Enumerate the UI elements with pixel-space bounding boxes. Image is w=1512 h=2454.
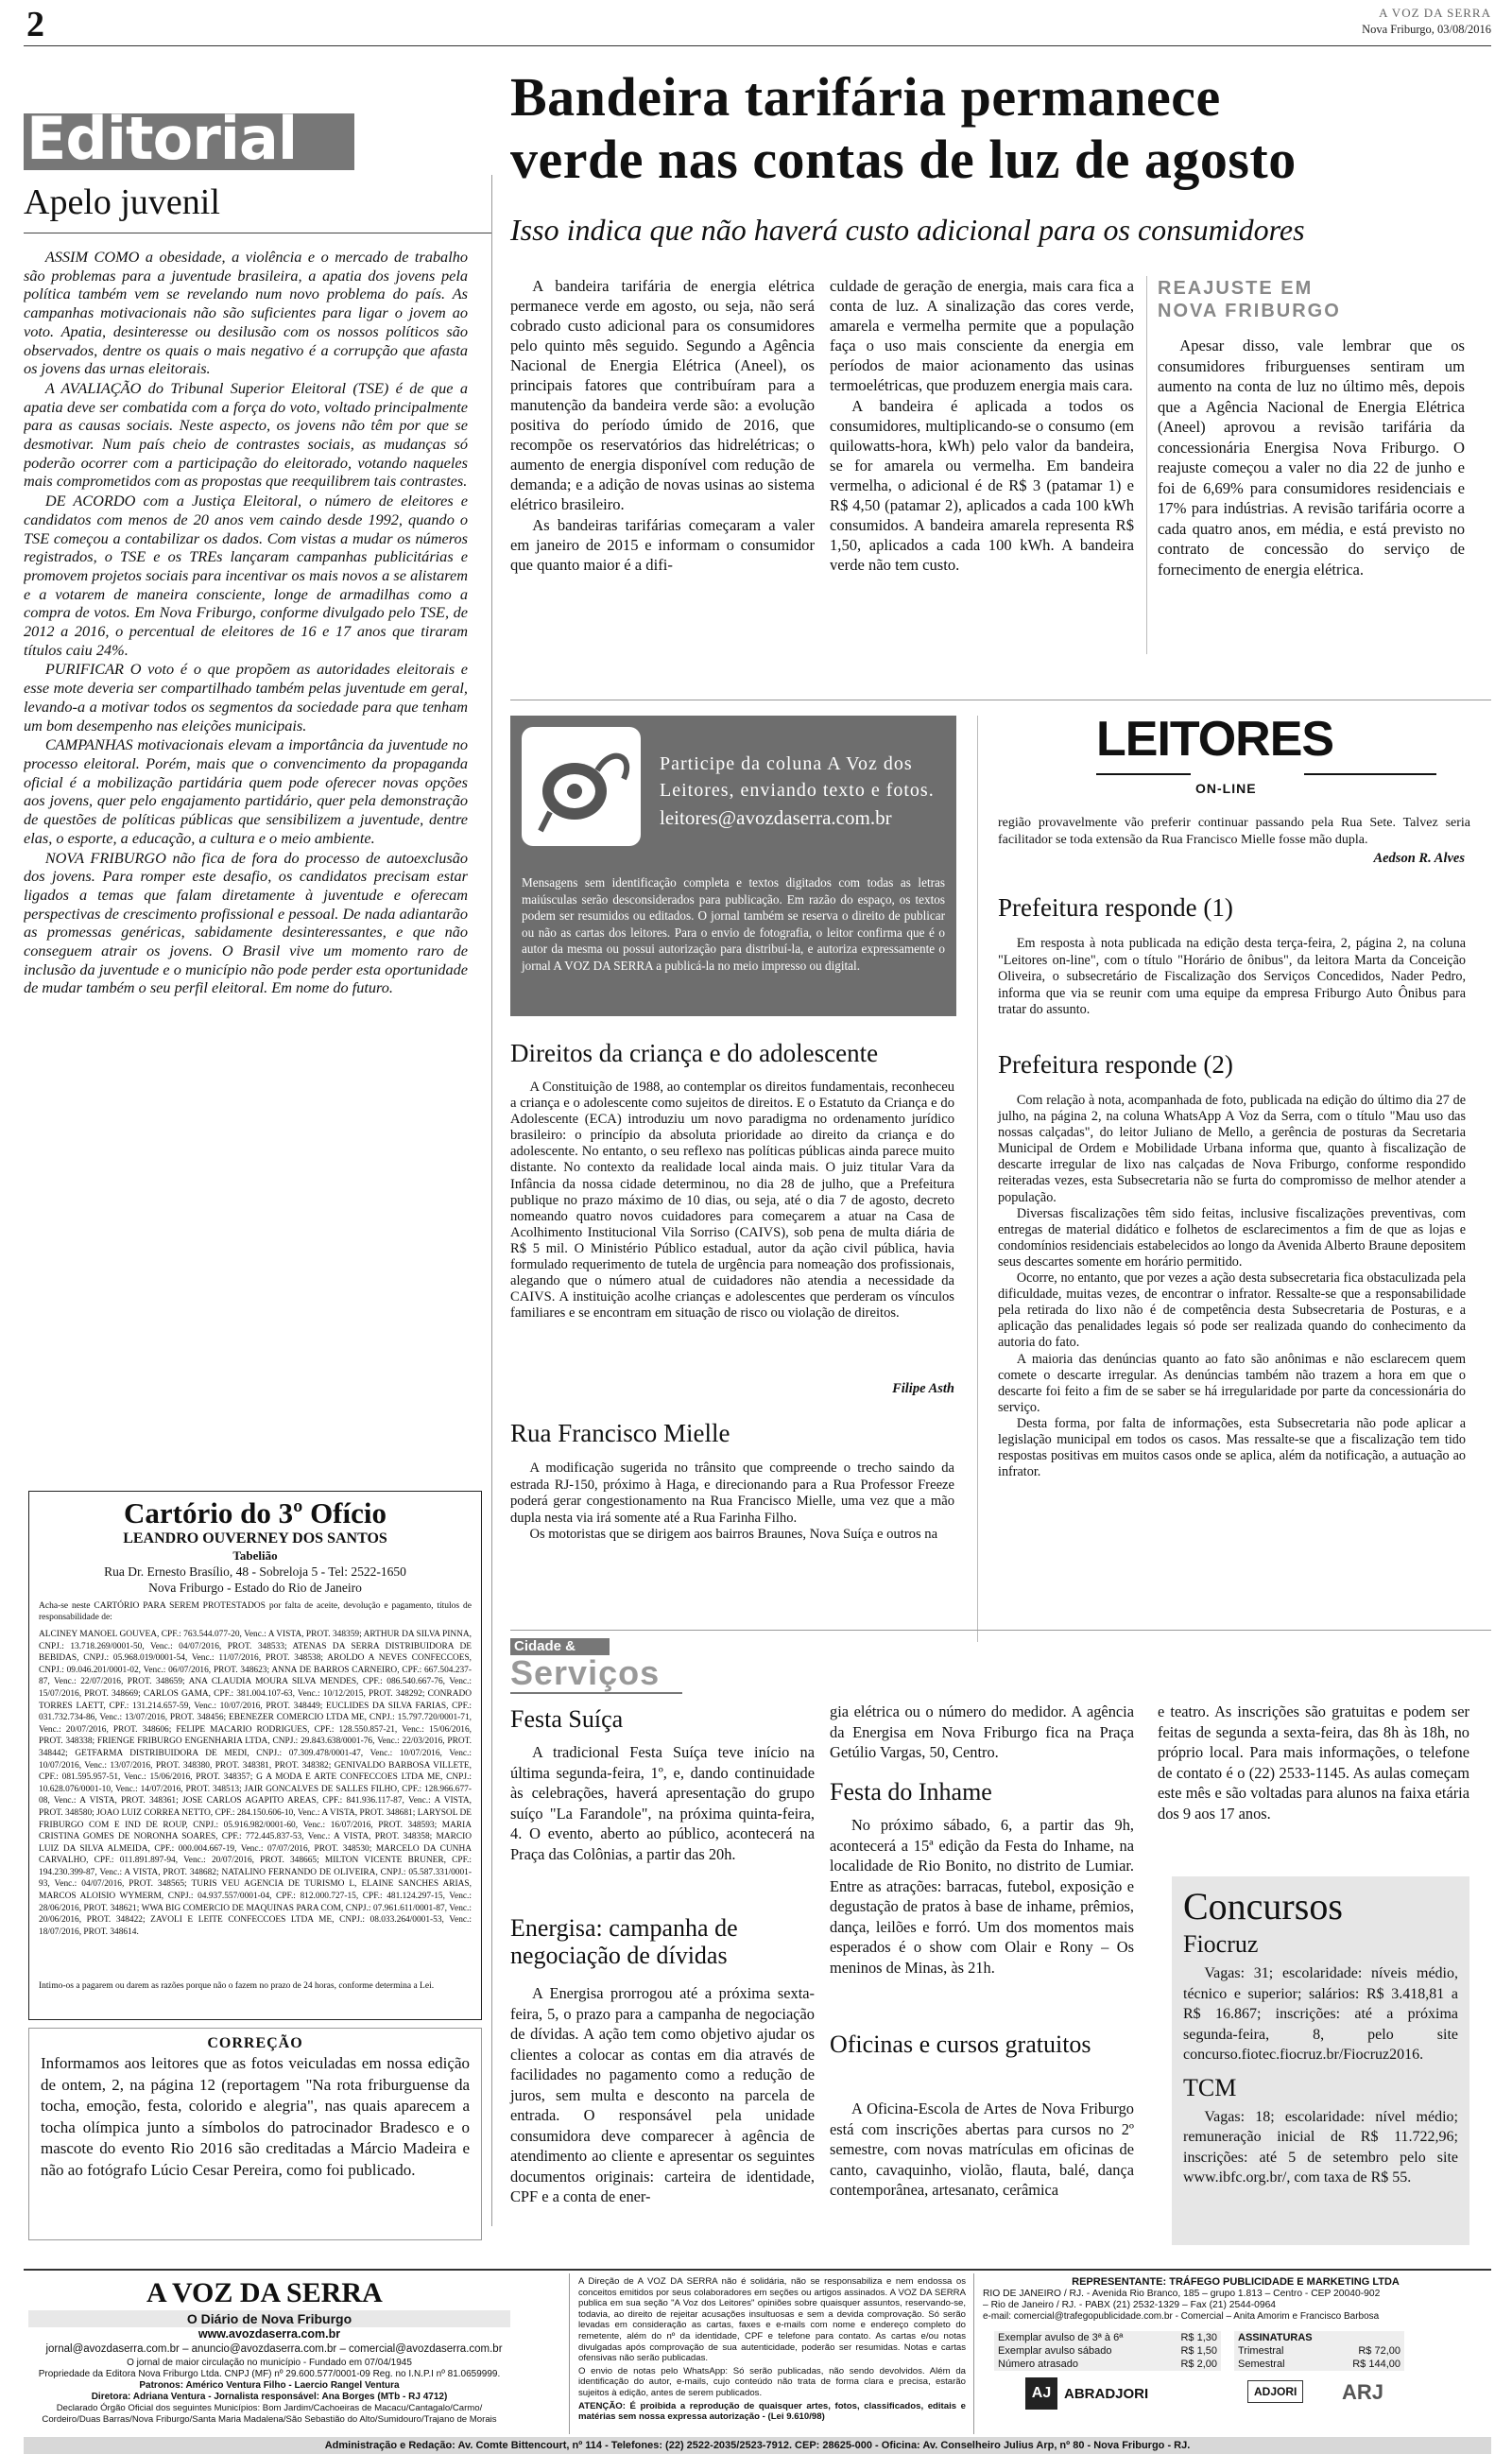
cartorio-footer: Intimo-os a pagarem ou darem as razões porque não o fazem no prazo de 24 horas, conforme determina a Lei. [39, 1981, 435, 1991]
logo-adjori: ADJORI [1247, 2380, 1303, 2403]
energisa-paragraph: A Energisa prorrogou até a próxima sexta-feira, 5, o prazo para a campanha de negociação de dívidas. A ação tem como objetivo ajudar os clientes a colocar as contas em dia através de facilidades no pagamento como a redução de juros, sem multa e desconto na parcela de entrada. O responsável pela unidade consumidora deve comparecer à agência de atendimento ao cliente e apresentar os seguintes documentos originais: carteira de identidade, CPF e a conta de ener- [510, 1984, 815, 2205]
assinatura-label: Semestral [1238, 2359, 1285, 2370]
energisa-paragraph: gia elétrica ou o número do medidor. A agência da Energisa em Nova Friburgo fica na Praça Getúlio Vargas, 50, Centro. [830, 1702, 1134, 1761]
assinatura-row [1234, 2358, 1404, 2371]
price-row [994, 2344, 1221, 2358]
oficinas-text [830, 2099, 1134, 2202]
inhame-title: Festa do Inhame [830, 1778, 992, 1806]
price-value: R$ 1,30 [1180, 2332, 1217, 2343]
mouse-cable-icon [522, 727, 641, 846]
footer-site: www.avozdaserra.com.br [198, 2327, 341, 2341]
price-row [994, 2358, 1221, 2371]
editorial-label: Editorial [26, 104, 298, 173]
rep-email: e-mail: comercial@trafegopublicidade.com.br - Comercial – Anita Amorim e Francisco Barbosa [983, 2311, 1380, 2322]
leitores-online: ON-LINE [1195, 781, 1257, 796]
footer-atencao: ATENÇÃO: É proibida a reprodução de quaisquer artes, fotos, classificados, editais e matérias sem nossa expressa autorização - (Lei 9.610/98) [578, 2400, 966, 2423]
prefeitura-2-paragraph: Desta forma, por falta de informações, esta Subsecretaria não pode aplicar a legislação municipal em todos os casos. Mas ressalte-se que a fiscalização tem tido respostas positivas em muitos casos onde se aplica, além da notificação, a autuação ao infrator. [998, 1415, 1466, 1480]
assinaturas-title: ASSINATURAS [1238, 2332, 1313, 2343]
price-value: R$ 1,50 [1180, 2345, 1217, 2357]
participe-icon-tile [522, 727, 641, 846]
logo-arj: ARJ [1342, 2380, 1384, 2404]
editorial-title: Apelo juvenil [24, 182, 220, 222]
participe-line1: Participe da coluna A Voz dos [660, 753, 913, 774]
cartorio-intro: Acha-se neste CARTÓRIO PARA SEREM PROTESTADOS por falta de aceite, devolução e pagamento, títulos de responsabilidade de: [39, 1601, 472, 1622]
leitores-author: Aedson R. Alves [1373, 851, 1465, 866]
header-rule [24, 45, 1491, 46]
oficinas-paragraph: e teatro. As inscrições são gratuitas e podem ser feitas de segunda a sexta-feira, das 8h às 18h, no próprio local. Para mais informações, o telefone de contato é o (22) 2533-1145. As aulas começam este mês e são voltadas para alunos na faixa etária dos 9 aos 17 anos. [1158, 1702, 1469, 1823]
oficinas-text-cont [1158, 1702, 1469, 1824]
lead-col2 [830, 276, 1134, 654]
leitores-continuation: região provavelmente vão preferir continuar passando pela Rua Sete. Talvez seria facilitador se toda extensão da Rua Francisco Mielle fosse mão dupla. [998, 816, 1470, 847]
column-divider [977, 716, 978, 1642]
inhame-paragraph: No próximo sábado, 6, a partir das 9h, acontecerá a 15ª edição da Festa do Inhame, na localidade de Rio Bonito, no distrito de Lumiar. Entre as atrações: barracas, futebol, exposição e degustação de pratos à base de inhame, prêmios, dança, leilões e forró. Um dos momentos mais esperados é o show com Olair e Rony – Os meninos de Minas, às 21h. [830, 1816, 1134, 1977]
prefeitura-2-paragraph: Ocorre, no entanto, que por vezes a ação desta subsecretaria fica obstaculizada pela dificuldade, muitas vezes, de encontrar o infrator. Ressalte-se que a responsabilidade pela retirada do lixo não é de competência desta Subsecretaria de Posturas, e a aplicação das penalidades legais só pode ser realizada quando do conhecimento da autoria do fato. [998, 1270, 1466, 1351]
tcm-text [1183, 2107, 1458, 2188]
reajuste-text [1158, 336, 1465, 662]
tcm-paragraph: Vagas: 18; escolaridade: nível médio; remuneração inicial de R$ 11.722,96; inscrições: até 5 de setembro pelo site www.ibfc.org.br/, com taxa de R$ 55. [1183, 2108, 1458, 2186]
direitos-author: Filipe Asth [892, 1381, 954, 1396]
direitos-body [510, 1080, 954, 1322]
section-rule [510, 1630, 1491, 1631]
date-line: Nova Friburgo, 03/08/2016 [1362, 23, 1491, 36]
lead-headline-line2: verde nas contas de luz de agosto [510, 129, 1297, 190]
footer-diretoria: Diretora: Adriana Ventura - Jornalista responsável: Ana Borges (MTb - RJ 4712) [91, 2392, 448, 2402]
participe-email: leitores@avozdaserra.com.br [660, 806, 892, 829]
masthead-mini: A VOZ DA SERRA [1379, 6, 1491, 20]
assinatura-row [1234, 2344, 1404, 2358]
logo-aj: AJ [1025, 2377, 1057, 2410]
mielle-paragraph: Os motoristas que se dirigem aos bairros Braunes, Nova Suíça e outros na [529, 1527, 938, 1542]
energisa-text-cont [830, 1702, 1134, 1764]
leitores-rule [1096, 773, 1191, 775]
footer-tagline: O Diário de Nova Friburgo [186, 2311, 352, 2326]
price-value: R$ 2,00 [1180, 2359, 1217, 2370]
cartorio-owner: LEANDRO OUVERNEY DOS SANTOS [123, 1530, 387, 1547]
column-divider [1146, 276, 1147, 654]
footer-divider [569, 2273, 570, 2434]
footer-rule [24, 2269, 1491, 2271]
leitores-rule [1304, 773, 1436, 775]
page-number: 2 [26, 5, 44, 44]
fiocruz-title: Fiocruz [1183, 1930, 1259, 1958]
editorial-paragraph: ASSIM COMO a obesidade, a violência e o mercado de trabalho são problemas para a juventude brasileira, a apatia dos jovens pela política também vem se revelando num novo problema do país. As campanhas motivacionais não são suficientes para ligar o jovem ao voto. Apatia, desinteresse ou desilusão com os nossos políticos são observados, dentre os quais o mais negativo é a corrupção que afasta os jovens das urnas eleitorais. [24, 248, 468, 378]
participe-notice: Mensagens sem identificação completa e textos digitados com todas as letras maiúsculas serão desconsiderados para publicação. Em razão do espaço, os textos podem ser resumidos ou editados. O jornal também se reserva o direito de publicar ou não as cartas dos leitores. Para o envio de fotografia, o leitor confirma que é o autor da mesma ou possui autorização para distribuí-la, e autoriza expressamente o jornal A VOZ DA SERRA a publicá-la no meio impresso ou digital. [522, 875, 945, 973]
prefeitura-2-paragraph: A maioria das denúncias quanto ao fato são anônimas e não esclarecem quem comete o descarte irregular. As denúncias também não trazem a hora em que o descarte foi feito a fim de se saber se há irregularidade por parte da concessionária do serviço. [998, 1351, 1466, 1415]
mielle-body [510, 1460, 954, 1544]
cartorio-title: Cartório do 3º Ofício [124, 1496, 387, 1529]
festa-suica-paragraph: A tradicional Festa Suíça teve início na última segunda-feira, 1º, e, dando continuidade às celebrações, haverá apresentação do grupo suíço "La Farandole", na próxima quinta-feira, 4. O evento, aberto ao público, acontecerá na Praça das Colônias, a partir das 20h. [510, 1743, 815, 1863]
cartorio-address: Rua Dr. Ernesto Brasílio, 48 - Sobreloja 5 - Tel: 2522-1650 [104, 1564, 406, 1579]
footer-disclaimer-block [578, 2276, 966, 2425]
footer-emails: jornal@avozdaserra.com.br – anuncio@avozdaserra.com.br – comercial@avozdaserra.com.br [45, 2343, 503, 2355]
footer-disclaimer: A Direção de A VOZ DA SERRA não é solidária, não se responsabiliza e nem endossa os conceitos emitidos por seus colaboradores em seções ou artigos assinados. A VOZ DA SERRA publica em sua seção "A Voz dos Leitores" opiniões sobre quaisquer assuntos, reservando-se, todavia, ao direito de rejeitar acusações insultuosas e sem a devida comprovação. Só serão levadas em consideração as cartas, faxes e e-mails com nome e endereço completo do remetente, além do nº da identidade, CPF e telefone para contato. As cartas e/ou notas divulgadas após comprovação de sua autenticidade, poderão ser resumidas. Notas e cartas ofensivas não serão publicadas. [578, 2276, 966, 2364]
price-table [994, 2331, 1221, 2371]
lead-headline-line1: Bandeira tarifária permanece [510, 66, 1221, 128]
correcao-title: CORREÇÃO [207, 2035, 303, 2051]
editorial-paragraph: PURIFICAR O voto é o que propõem as autoridades eleitorais e esse mote deveria ser compartilhado também pelas juventude em geral, levando-a a motivar todos os segmentos da sociedade para que tenham um bom desempenho nas eleições municipais. [24, 660, 468, 734]
footer-ownership: Propriedade da Editora Nova Friburgo Ltda. CNPJ (MF) nº 29.600.577/0001-09 Reg. no I.N.P.I nº 81.0659999. [38, 2369, 501, 2379]
lead-subhead: Isso indica que não haverá custo adicional para os consumidores [510, 213, 1305, 247]
direitos-title: Direitos da criança e do adolescente [510, 1039, 879, 1067]
concursos-box [1172, 1876, 1469, 2245]
prefeitura-1-paragraph: Em resposta à nota publicada na edição desta terça-feira, 2, página 2, na coluna "Leitores on-line", com o título "Horário de ônibus", da leitora Marta da Conceição Oliveira, o subsecretário de Fiscalização dos Serviços Concedidos, Nader Pedro, informa que via se reunir com uma equipe da empresa Friburgo Auto Ônibus para tratar do assunto. [998, 936, 1466, 1018]
festa-suica-text [510, 1742, 815, 1865]
rep-rio: RIO DE JANEIRO / RJ. - Avenida Rio Branco, 185 – grupo 1.813 – Centro - CEP 20040-902 [983, 2289, 1381, 2299]
lead-paragraph: A bandeira é aplicada a todos os consumidores, multiplicando-se o consumo (em quilowatts-hora, kWh) pelo valor da bandeira, se for amarela ou vermelha. Em bandeira vermelha, o adicional é de R$ 3 (patamar 1) e R$ 4,50 (patamar 2), aplicados a cada 100 kWh consumidos. A bandeira amarela representa R$ 1,50, aplicados a cada 100 kWh. A bandeira verde não tem custo. [830, 397, 1134, 574]
oficinas-paragraph: A Oficina-Escola de Artes de Nova Friburgo está com inscrições abertas para cursos no 2º semestre, com novas matrículas em oficinas de canto, cavaquinho, violão, flauta, balé, dança contemporânea, artesanato, cerâmica [830, 2100, 1134, 2199]
assinaturas-table [1234, 2331, 1404, 2371]
price-label: Exemplar avulso de 3ª à 6ª [998, 2332, 1124, 2343]
lead-paragraph: As bandeiras tarifárias começaram a valer em janeiro de 2015 e informam o consumidor que quanto maior é a difi- [510, 516, 815, 574]
lead-col1 [510, 276, 815, 654]
cartorio-listing: ALCINEY MANOEL GOUVEA, CPF.: 763.544.077-20, Venc.: A VISTA, PROT. 348359; ARTHUR DA SILVA PINNA, CNPJ.: 13.718.269/0001-50, Venc.: 04/07/2016, PROT. 348533; ATENAS DA SERRA DISTRIBUIDORA DE BEBIDAS, CNPJ.: 05.968.019/0001-54, Venc.: 11/07/2016, PROT. 348538; AROLDO A NEVES CONFECCOES, CNPJ.: 09.046.201/0001-02, Venc.: 06/07/2016, PROT. 348623; ANNA DE BARROS CARNEIRO, CPF.: 667.504.237-87, Venc.: 22/07/2016, PROT. 348659; ANA CLAUDIA MOURA SILVA MENDES, CPF.: 086.540.667-76, Venc.: 15/07/2016, PROT. 348669; CARLOS GAMA, CPF.: 381.004.107-63, Venc.: 10/12/2015, PROT. 348292; CONRADO TORRES LAETT, CPF.: 131.214.657-59, Venc.: 10/07/2016, PROT. 348449; EUCLIDES DA SILVA FARIAS, CPF.: 031.732.734-86, Venc.: 13/07/2016, PROT. 348456; EBENEZER COMERCIO LTDA ME, CNPJ.: 15.797.720/0001-71, Venc.: 20/07/2016, PROT. 348606; FELIPE MACARIO RODRIGUES, CPF.: 128.550.857-21, Venc.: 15/06/2016, PROT. 348338; FRIENGE FRIBURGO ENGENHARIA LTDA, CNPJ.: 29.843.638/0001-76, Venc.: 22/03/2016, PROT. 348442; GETFARMA DISTRIBUIDORA DE MEDI, CNPJ.: 07.309.478/0001-47, Venc.: 10/07/2016, Venc.: 10/07/2016, Venc.: 13/07/2016, PROT. 348380, PROT. 348381, PROT. 348382; GENIVALDO BARBOSA VILLETE, CPF.: 081.595.957-51, Venc.: 15/06/2016, PROT. 348357; G A MODA E ARTE CONFECCOES LTDA ME, CNPJ.: 10.628.076/0001-10, Venc.: 14/07/2016, PROT. 348513; JAIR GONCALVES DE SALLES FILHO, CPF.: 128.966.677-08, Venc.: A VISTA, PROT. 348361; JOSE CARLOS AGAPITO AREAS, CPF.: 841.936.117-87, Venc.: A VISTA, PROT. 348580; JOAO LUIZ CORREA NETTO, CPF.: 284.150.606-10, Venc.: A VISTA, PROT. 348681; LARYSOL DE FRIBURGO COM E IND DE ROUP, CNPJ.: 05.916.982/0001-60, Venc.: 16/07/2016, PROT. 348593; MARIA CRISTINA GOMES DE NORONHA SOARES, CPF.: 772.445.837-53, Venc.: A VISTA, PROT. 348358; MARCIO LUIZ DA SILVA ALMEIDA, CPF.: 000.004.667-19, Venc.: 07/07/2016, PROT. 348530; MARCELO DA CUNHA CARVALHO, CPF.: 011.891.897-94, Venc.: 20/07/2016, PROT. 348665; MILTON VICENTE BRUNER, CPF.: 194.230.399-87, Venc.: A VISTA, PROT. 348682; NATALINO FERNANDO DE OLIVEIRA, CNPJ.: 05.587.331/0001-93, Venc.: 04/07/2016, PROT. 348565; TURIS VEU AGENCIA DE TURISMO L, ELAINE SANCHES ARIAS, MARCOS ALOISIO WYMERM, CNPJ.: 04.937.557/0001-04, CPF.: 812.000.727-15, CPF.: 481.124.297-15, Venc.: 28/06/2016, PROT. 348621; WWA BIG COMERCIO DE MAQUINAS PARA COM, CNPJ.: 07.961.611/0001-87, Venc.: 20/06/2016, PROT. 348422; ZAVOLI E LEITE CONFECCOES LTDA ME, CNPJ.: 08.033.264/0001-53, Venc.: 18/07/2016, PROT. 348614. [39, 1630, 472, 1937]
direitos-paragraph: A Constituição de 1988, ao contemplar os direitos fundamentais, reconheceu a criança e o adolescente como sujeitos de direitos. E o Estatuto da Criança e do Adolescente (ECA) introduziu um novo paradigma no ordenamento jurídico brasileiro: o princípio da absoluta prioridade ao direito da criança e do adolescente. No entanto, o seu reflexo nas políticas públicas ainda parece muito distante. No contexto da realidade local ainda mais. O juiz titular Vara da Infância da nossa cidade determinou, no dia 28 de julho, que a Prefeitura publique no prazo máximo de 10 dias, ou seja, até o dia 7 de agosto, decreto nomeando quatro novos cuidadores para começarem a atuar na Casa de Acolhimento Institucional Vila Sorriso (CAIVS), sob pena de multa diária de R$ 5 mil. O Ministério Público estadual, autor da ação civil pública, havia formulado requerimento de tutela de urgência para nomeação dos profissionais, alegando que o número atual de cuidadores não atendia a necessidade da CAIVS. A instituição acolhe crianças e adolescentes que perderam os vínculos familiares e se encontram em situação de risco ou violação de direitos. [510, 1080, 954, 1322]
logo-abradjori: ABRADJORI [1064, 2386, 1149, 2402]
prefeitura-2-title: Prefeitura responde (2) [998, 1050, 1233, 1079]
footer-oficial: Declarado Órgão Oficial dos seguintes Municípios: Bom Jardim/Cachoeiras de Macacu/Cantagalo/Carmo/ Cordeiro/Duas Barras/Nova Friburgo/Santa Maria Madalena/São Sebastião do Alto/Sumidouro/Trajano de Morais [42, 2403, 497, 2425]
footer-patronos: Patronos: Américo Ventura Filho - Laercio Rangel Ventura [139, 2380, 400, 2391]
prefeitura-1-text [998, 936, 1466, 1019]
servicos-kicker: Cidade & [514, 1638, 576, 1654]
footer-bottom: Administração e Redação: Av. Comte Bittencourt, nº 114 - Telefones: (22) 2522-2035/2523-7912. CEP: 28625-000 - Oficina: Av. Conselheiro Julius Arp, nº 80 - Nova Friburgo - RJ. [324, 2440, 1191, 2451]
footer-logo: A VOZ DA SERRA [146, 2277, 383, 2308]
assinatura-value: R$ 144,00 [1352, 2359, 1400, 2370]
rep-title: REPRESENTANTE: TRÁFEGO PUBLICIDADE E MARKETING LTDA [1072, 2276, 1400, 2288]
lead-paragraph: A bandeira tarifária de energia elétrica permanece verde em agosto, ou seja, não será cobrado custo adicional para os consumidores pelo quinto mês seguido. Segundo a Agência Nacional de Energia Elétrica (Aneel), os principais fatores que contribuíram para a manutenção da bandeira verde são: a evolução positiva do período úmido de 2016, que recompõe os reservatórios das hidrelétricas; o aumento de energia disponível com redução de demanda; e a adição de novas usinas ao sistema elétrico brasileiro. [510, 277, 815, 513]
assinatura-label: Trimestral [1238, 2345, 1284, 2357]
prefeitura-2-paragraph: Com relação à nota, acompanhada de foto, publicada na edição do último dia 27 de julho, na página 2, na coluna WhatsApp A Voz da Serra, com o título "Mau uso das nossas calçadas", do leitor Juliano de Mello, a gerência de posturas da Secretaria Municipal de Ordem e Mobilidade Urbana informa que, quanto à fiscalização de descarte irregular de lixo nas calçadas de Nova Friburgo, conforme respondido reiteradas vezes, esta Subsecretaria não se furta do compromisso de melhor atender a população. [998, 1093, 1466, 1205]
editorial-paragraph: DE ACORDO com a Justiça Eleitoral, o número de eleitores e candidatos com menos de 20 anos vem caindo desde 1992, quando o TSE começou a contabilizar os dados. Com vistas a mudar os números registrados, o TSE e os TREs lançaram campanhas publicitárias e promovem projetos sociais para incentivar os mais novos a se alistarem e a votarem de maneira consciente, longe de armadilhas como a compra de votos. Em Nova Friburgo, conforme divulgado pelo TSE, de 2012 a 2016, o percentual de eleitores de 16 e 17 anos que tiraram títulos caiu 24%. [24, 492, 468, 659]
footer-divider [973, 2273, 974, 2434]
tcm-title: TCM [1183, 2073, 1237, 2101]
concursos-title: Concursos [1183, 1885, 1343, 1927]
editorial-paragraph: A AVALIAÇÃO do Tribunal Superior Eleitoral (TSE) é de que a apatia deve ser combatida com a força do voto, voltado principalmente para as causas sociais. Neste aspecto, os jovens não têm por que se desmotivar. Num país cheio de contrastes sociais, as mudanças só poderão ocorrer com a participação do eleitorado, votando naqueles mais comprometidos com as propostas que reequilibrem tais contrastes. [24, 378, 468, 491]
oficinas-title: Oficinas e cursos gratuitos [830, 2031, 1091, 2058]
fiocruz-text [1183, 1963, 1458, 2065]
servicos-rule [510, 1692, 682, 1694]
cartorio-box [28, 1491, 482, 2020]
footer-whatsapp: O envio de notas pelo WhatsApp: Só serão publicadas, não sendo devolvidos. Além da identificação do autor, e-mails, cujo conteúdo não trata de forma clara e precisa, estarão sujeitos à edição, antes de serem publicados. [578, 2365, 966, 2398]
fiocruz-paragraph: Vagas: 31; escolaridade: níveis médio, técnico e superior; salários: R$ 3.418,81 a R$ 16.867; inscrições: até a próxima segunda-feira, 8, pelo site concurso.fiotec.fiocruz.br/Fiocruz2016. [1183, 1965, 1458, 2063]
mielle-paragraph: A modificação sugerida no trânsito que compreende o trecho saindo da estrada RJ-150, próximo à Haga, e direcionando para a Rua Professor Freeze poderá gerar congestionamento na Rua Francisco Mielle, uma vez que a mão dupla nesta via irá somente até a Rua Farinha Filho. [510, 1460, 954, 1526]
prefeitura-1-title: Prefeitura responde (1) [998, 893, 1233, 922]
prefeitura-2-text [998, 1093, 1466, 1480]
price-row [994, 2331, 1221, 2344]
reajuste-paragraph: Apesar disso, vale lembrar que os consumidores friburguenses sentiram um aumento na conta de luz no último mês, depois que a Agência Nacional de Energia Elétrica (Aneel) aprovou a revisão tarifária da concessionária Energisa Nova Friburgo. O reajuste começou a valer no dia 22 de junho e foi de 6,69% para consumidores residenciais e 17% para indústrias. A revisão tarifária ocorre a cada quatro anos, em média, e está previsto no contrato de concessão do serviço de fornecimento de energia elétrica. [1158, 337, 1465, 579]
price-label: Número atrasado [998, 2359, 1078, 2370]
energisa-title: Energisa: campanha de negociação de dívidas [510, 1914, 738, 1969]
price-label: Exemplar avulso sábado [998, 2345, 1112, 2357]
editorial-paragraph: CAMPANHAS motivacionais elevam a importância da juventude no processo eleitoral. Porém, mais que o convencimento da propaganda oficial é a mobilização partidária quem pode oferecer novas opções aos jovens, quer pelo engajamento partidário, quer pela demonstração de questões de políticas públicas que sensibilizem a juventude, dentre elas, o esporte, a educação, a cultura e o meio ambiente. [24, 735, 468, 847]
servicos-title: Serviços [510, 1653, 661, 1692]
reajuste-kicker-1: REAJUSTE EM [1158, 278, 1314, 299]
rep-rj2: – Rio de Janeiro / RJ. - PABX (21) 2532-1329 – Fax (21) 2544-0964 [983, 2300, 1277, 2310]
participe-line2: Leitores, enviando texto e fotos. [660, 780, 935, 801]
cartorio-role: Tabelião [232, 1548, 278, 1563]
correcao-text: Informamos aos leitores que as fotos veiculadas em nossa edição de ontem, 2, na página 12 (reportagem "Na rota friburguense da tocha, emoção, festa, colorido e alegria", nas quais aparecem a tocha olímpica junto a símbolos do patrocinador Bradesco e o mascote do evento Rio 2016 são creditadas a Márcio Madeira e não ao fotógrafo Lúcio Cesar Pereira, como foi publicado. [41, 2054, 470, 2179]
prefeitura-2-paragraph: Diversas fiscalizações têm sido feitas, inclusive fiscalizações preventivas, com entregas de material didático e folhetos de esclarecimentos a fim de que as lojas e condomínios residenciais estabelecidos ao longo da Avenida Alberto Braune depositem seus descartes somente em horário permitido. [998, 1205, 1466, 1270]
mielle-title: Rua Francisco Mielle [510, 1419, 730, 1447]
leitores-logo: LEITORES [1096, 712, 1334, 767]
participe-box [510, 716, 956, 1016]
reajuste-kicker-2: NOVA FRIBURGO [1158, 301, 1341, 321]
editorial-paragraph: NOVA FRIBURGO não fica de fora do processo de autoexclusão dos jovens. Para romper este desafio, os candidatos precisam estar ligados a temas que falam diretamente à juventude e oferecam perspectivas de crescimento profissional e pessoal. De nada adiantarão as promessas genéricas, sabidamente desinteressantes, e que não conseguem atrair os jovens. O Brasil vive um momento raro de inclusão da juventude e o município não pode perder esta oportunidade de mudar também o seu perfil eleitoral. Em nome do futuro. [24, 848, 468, 997]
column-divider [491, 175, 492, 2226]
energisa-text [510, 1983, 815, 2208]
correcao-box [28, 2028, 482, 2240]
editorial-body [24, 248, 468, 1439]
festa-suica-title: Festa Suíça [510, 1705, 624, 1733]
inhame-text [830, 1815, 1134, 1979]
assinatura-value: R$ 72,00 [1358, 2345, 1400, 2357]
cartorio-city: Nova Friburgo - Estado do Rio de Janeiro [148, 1581, 362, 1595]
lead-paragraph: culdade de geração de energia, mais cara fica a conta de luz. A sinalização das cores verde, amarela e vermelha permite que a população faça o uso mais consciente da energia em períodos de maior acionamento das usinas termoelétricas, que produzem energia mais cara. [830, 277, 1134, 394]
footer-founded: O jornal de maior circulação no município - Fundado em 07/04/1945 [127, 2358, 412, 2368]
